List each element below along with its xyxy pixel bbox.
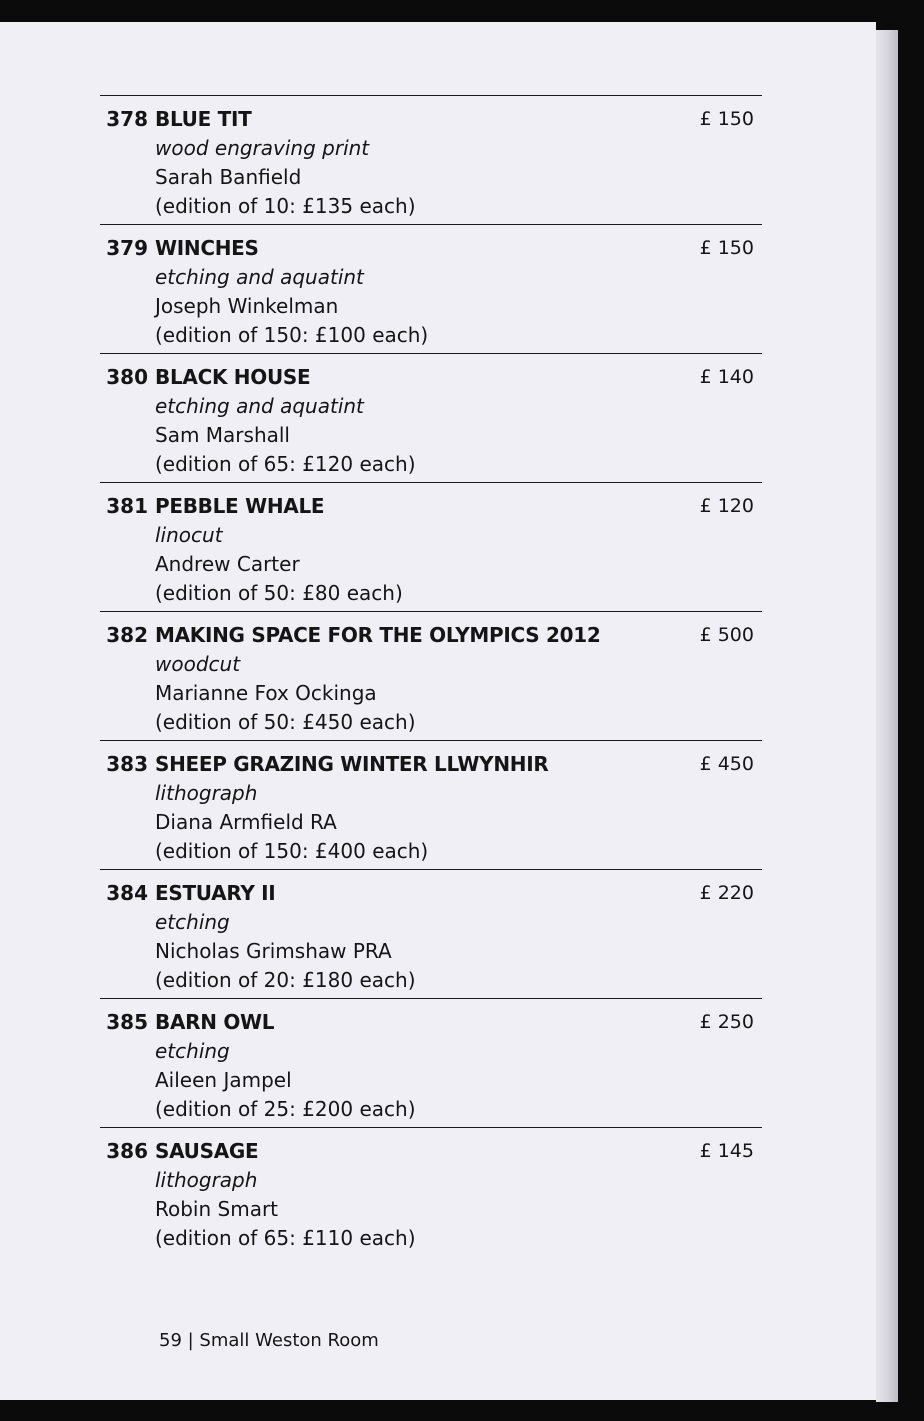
entry-number: 381 bbox=[106, 494, 148, 518]
entry-medium: etching and aquatint bbox=[155, 265, 364, 289]
entry-edition: (edition of 150: £100 each) bbox=[155, 323, 429, 347]
entry-medium: wood engraving print bbox=[155, 136, 370, 160]
entry-number: 386 bbox=[106, 1139, 148, 1163]
entry-price: £ 250 bbox=[699, 1011, 754, 1033]
entry-title: BLUE TIT bbox=[155, 107, 252, 131]
entry-number: 382 bbox=[106, 623, 148, 647]
entry-title: WINCHES bbox=[155, 236, 259, 260]
entry-price: £ 140 bbox=[699, 366, 754, 388]
entry-artist: Joseph Winkelman bbox=[155, 294, 339, 318]
entry-details bbox=[155, 363, 692, 479]
entry-title: SHEEP GRAZING WINTER LLWYNHIR bbox=[155, 752, 549, 776]
catalogue-entry-386 bbox=[100, 1127, 762, 1256]
entry-artist: Nicholas Grimshaw PRA bbox=[155, 939, 392, 963]
catalogue-entry-381 bbox=[100, 482, 762, 611]
entry-number: 384 bbox=[106, 881, 148, 905]
catalogue-entry-380 bbox=[100, 353, 762, 482]
entry-details bbox=[155, 234, 692, 350]
entry-price: £ 120 bbox=[699, 495, 754, 517]
catalogue-entry-384 bbox=[100, 869, 762, 998]
entry-price: £ 150 bbox=[699, 108, 754, 130]
catalogue-list bbox=[100, 95, 762, 1256]
entry-medium: etching bbox=[155, 910, 230, 934]
entry-medium: linocut bbox=[155, 523, 223, 547]
entry-details bbox=[155, 879, 692, 995]
entry-details bbox=[155, 492, 692, 608]
entry-edition: (edition of 25: £200 each) bbox=[155, 1097, 416, 1121]
entry-artist: Robin Smart bbox=[155, 1197, 279, 1221]
catalogue-entry-385 bbox=[100, 998, 762, 1127]
entry-artist: Andrew Carter bbox=[155, 552, 300, 576]
entry-title: ESTUARY II bbox=[155, 881, 276, 905]
entry-details bbox=[155, 621, 692, 737]
entry-artist: Sarah Banfield bbox=[155, 165, 302, 189]
entry-edition: (edition of 65: £120 each) bbox=[155, 452, 416, 476]
entry-price: £ 150 bbox=[699, 237, 754, 259]
entry-number: 383 bbox=[106, 752, 148, 776]
entry-edition: (edition of 10: £135 each) bbox=[155, 194, 416, 218]
entry-details bbox=[155, 1137, 692, 1253]
catalogue-page bbox=[0, 22, 876, 1400]
entry-medium: lithograph bbox=[155, 1168, 258, 1192]
entry-medium: etching bbox=[155, 1039, 230, 1063]
entry-title: SAUSAGE bbox=[155, 1139, 259, 1163]
catalogue-entry-383 bbox=[100, 740, 762, 869]
entry-number: 378 bbox=[106, 107, 148, 131]
entry-edition: (edition of 65: £110 each) bbox=[155, 1226, 416, 1250]
entry-medium: woodcut bbox=[155, 652, 241, 676]
catalogue-entry-379 bbox=[100, 224, 762, 353]
entry-price: £ 500 bbox=[699, 624, 754, 646]
entry-number: 379 bbox=[106, 236, 148, 260]
entry-price: £ 145 bbox=[699, 1140, 754, 1162]
entry-artist: Aileen Jampel bbox=[155, 1068, 292, 1092]
page-footer: 59 | Small Weston Room bbox=[159, 1330, 379, 1351]
entry-details bbox=[155, 105, 692, 221]
entry-medium: etching and aquatint bbox=[155, 394, 364, 418]
entry-medium: lithograph bbox=[155, 781, 258, 805]
entry-number: 385 bbox=[106, 1010, 148, 1034]
catalogue-entry-382 bbox=[100, 611, 762, 740]
entry-details bbox=[155, 1008, 692, 1124]
entry-title: PEBBLE WHALE bbox=[155, 494, 325, 518]
entry-number: 380 bbox=[106, 365, 148, 389]
entry-artist: Diana Armfield RA bbox=[155, 810, 337, 834]
entry-edition: (edition of 50: £80 each) bbox=[155, 581, 403, 605]
entry-price: £ 220 bbox=[699, 882, 754, 904]
catalogue-entry-378 bbox=[100, 95, 762, 224]
page-edge bbox=[876, 30, 898, 1402]
entry-edition: (edition of 20: £180 each) bbox=[155, 968, 416, 992]
entry-artist: Sam Marshall bbox=[155, 423, 290, 447]
entry-title: BLACK HOUSE bbox=[155, 365, 311, 389]
entry-price: £ 450 bbox=[699, 753, 754, 775]
entry-artist: Marianne Fox Ockinga bbox=[155, 681, 377, 705]
entry-title: MAKING SPACE FOR THE OLYMPICS 2012 bbox=[155, 623, 601, 647]
entry-title: BARN OWL bbox=[155, 1010, 275, 1034]
entry-edition: (edition of 50: £450 each) bbox=[155, 710, 416, 734]
entry-details bbox=[155, 750, 692, 866]
entry-edition: (edition of 150: £400 each) bbox=[155, 839, 429, 863]
